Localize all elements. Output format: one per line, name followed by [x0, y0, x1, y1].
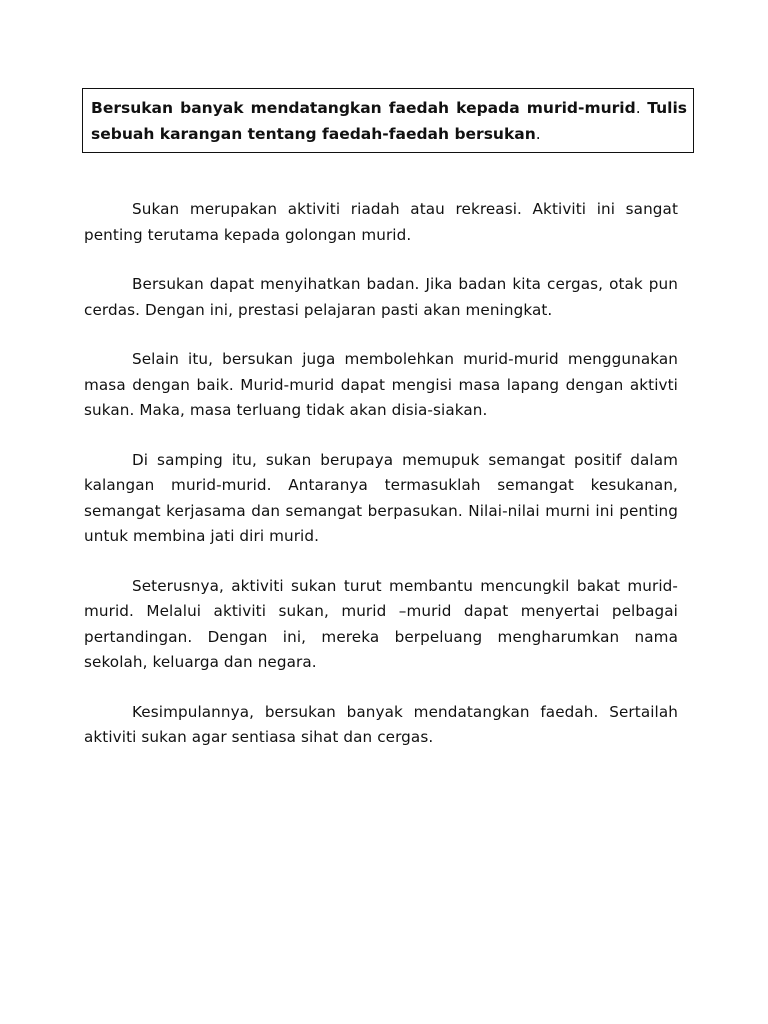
paragraph-introduction: Sukan merupakan aktiviti riadah atau rekreasi. Aktiviti ini sangat penting terutama kepada golongan murid.	[84, 200, 678, 244]
question-punctuation-1: .	[635, 99, 648, 117]
paragraph-conclusion: Kesimpulannya, bersukan banyak mendatangkan faedah. Sertailah aktiviti sukan agar sentiasa sihat dan cergas.	[84, 702, 678, 746]
paragraph-point-2: Selain itu, bersukan juga membolehkan murid-murid menggunakan masa dengan baik. Murid-murid dapat mengisi masa lapang dengan aktivti sukan. Maka, masa terluang tidak akan disia-siakan.	[84, 350, 678, 419]
paragraph-point-4: Seterusnya, aktiviti sukan turut membantu mencungkil bakat murid-murid. Melalui aktiviti sukan, murid –murid dapat menyertai pelbagai pertandingan. Dengan ini, mereka berpeluang mengharumkan nama sekolah, keluarga dan negara.	[84, 576, 678, 671]
paragraph-point-3: Di samping itu, sukan berupaya memupuk semangat positif dalam kalangan murid-murid. Antaranya termasuklah semangat kesukanan, semangat kerjasama dan semangat berpasukan. Nilai-nilai murni ini penting untuk membina jati diri murid.	[84, 450, 678, 545]
essay-body	[84, 197, 678, 775]
question-punctuation-2: .	[535, 125, 541, 143]
essay-question-box	[82, 88, 694, 153]
paragraph-point-1: Bersukan dapat menyihatkan badan. Jika badan kita cergas, otak pun cerdas. Dengan ini, prestasi pelajaran pasti akan meningkat.	[84, 275, 678, 319]
question-statement: Bersukan banyak mendatangkan faedah kepada murid-murid	[91, 99, 636, 117]
question-instruction: Tulis sebuah karangan tentang faedah-faedah bersukan	[91, 99, 687, 143]
